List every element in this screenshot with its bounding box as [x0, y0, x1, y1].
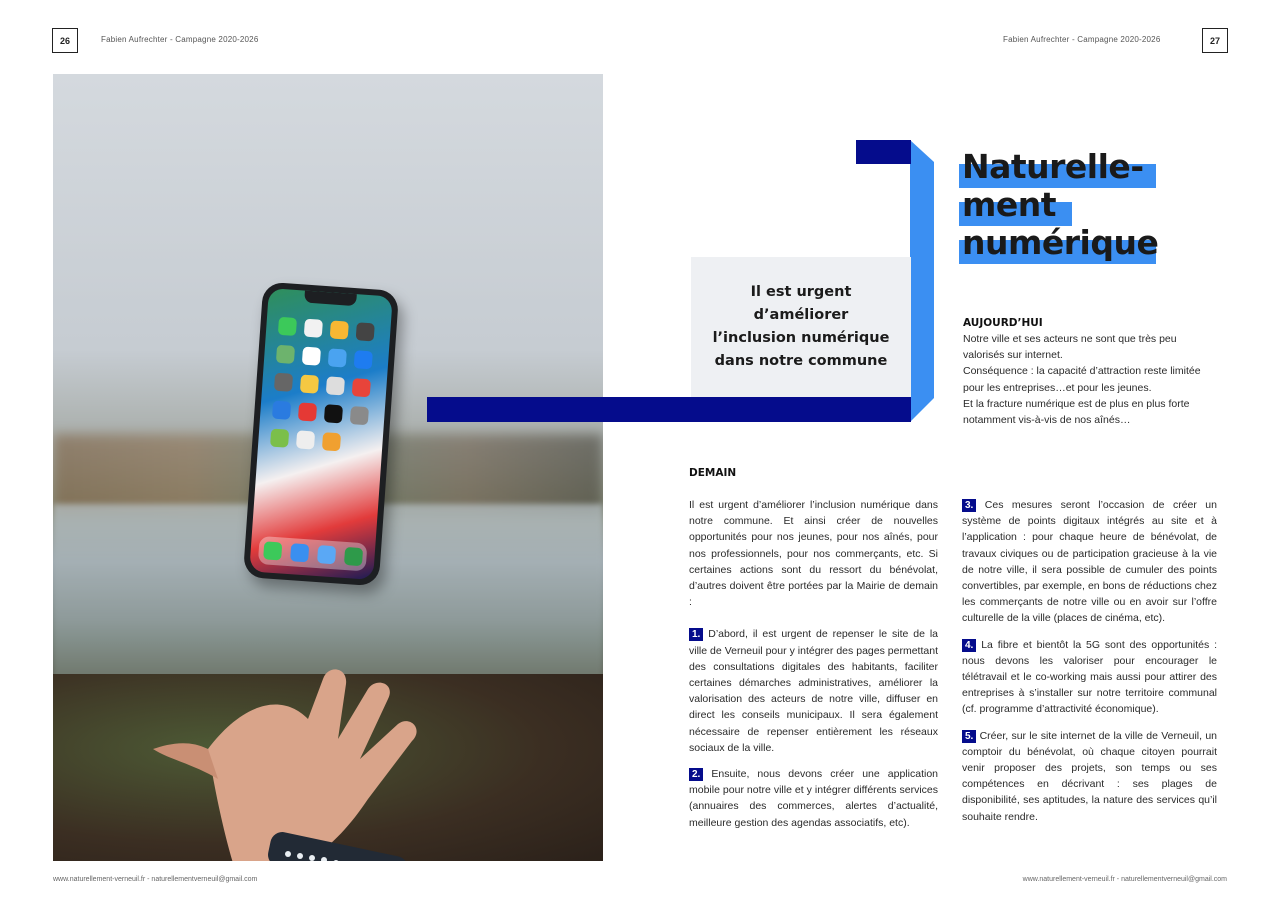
quote-box: [691, 257, 911, 397]
title-line-3: numérique: [962, 223, 1159, 262]
tomorrow-heading: DEMAIN: [689, 467, 737, 479]
today-text: [963, 331, 1218, 428]
today-paragraph-3: Et la fracture numérique est de plus en plus forte notamment vis-à-vis de nos aînés…: [963, 397, 1190, 427]
tomorrow-intro: Il est urgent d’améliorer l’inclusion numérique dans notre commune. Et ainsi créer de nouvelles opportunités pour nos jeunes, pour nos aînés, pour nos professionnels, pour nos commerçants, etc. Si certaines actions sont du ressort du bénévolat, d’autres doivent être portées par la Mairie de demain :: [689, 499, 938, 609]
left-footer: www.naturellement-verneuil.fr - naturellementverneuil@gmail.com: [53, 876, 258, 883]
tomorrow-column-left: [689, 497, 938, 831]
title-line-2: ment: [962, 185, 1057, 224]
phone-hand-photo: [53, 74, 603, 861]
quote-text: Il est urgent d’améliorer l’inclusion numérique dans notre commune: [712, 284, 890, 369]
list-item: 2. Ensuite, nous devons créer une application mobile pour notre ville et y intégrer différents services (annuaires des commerces, alertes d’actualité, meilleure gestion des agendas associatifs, etc).: [689, 768, 938, 829]
page-title: [962, 148, 1158, 262]
list-item: 1. D’abord, il est urgent de repenser le site de la ville de Verneuil pour y intégrer des pages permettant des consultations digitales des habitants, faciliter certaines démarches administratives, améliorer la valorisation des acteurs de notre ville, diffuser en direct les conseils municipaux. Il sera également nécessaire de repenser entièrement les réseaux sociaux de la ville.: [689, 628, 938, 754]
right-page-number: 27: [1202, 28, 1228, 53]
list-item: 4. La fibre et bientôt la 5G sont des opportunités : nous devons les valoriser pour encourager le télétravail et le co-working mais aussi pour attirer des entreprises à s’installer sur notre territoire communal (cf. programme d’attractivité économique).: [962, 638, 1217, 716]
hand-illustration: [148, 649, 478, 861]
left-page-number: 26: [52, 28, 78, 53]
today-paragraph-2: Conséquence : la capacité d’attraction reste limitée pour les entreprises…et pour les jeunes.: [963, 365, 1201, 394]
today-paragraph-1: Notre ville et ses acteurs ne sont que très peu valorisés sur internet.: [963, 333, 1177, 362]
title-line-1: Naturelle-: [962, 147, 1144, 186]
left-header-title: Fabien Aufrechter - Campagne 2020-2026: [101, 35, 259, 44]
smartphone-image: [243, 282, 399, 587]
today-heading: AUJOURD’HUI: [963, 317, 1043, 329]
right-footer: www.naturellement-verneuil.fr - naturellementverneuil@gmail.com: [1022, 876, 1227, 883]
right-header-title: Fabien Aufrechter - Campagne 2020-2026: [1003, 35, 1161, 44]
dark-blue-block: [856, 140, 911, 164]
list-item: 3. Ces mesures seront l’occasion de créer un système de points digitaux intégrés au site et à l’application : pour chaque heure de bénévolat, de travaux civiques ou de participation gracieuse à la vie de notre ville, il sera possible de cumuler des points convertibles, par exemple, en bons de réductions chez les commerçants de notre ville ou en avoir sur l’offre culturelle de la ville (places de cinéma, etc).: [962, 499, 1217, 625]
list-item: 5. Créer, sur le site internet de la ville de Verneuil, un comptoir du bénévolat, où chaque citoyen pourrait venir proposer des projets, son temps ou ses compétences en décrivant : ses plages de disponibilité, ses aptitudes, la nature des services qu’il souhaite rendre.: [962, 729, 1217, 823]
dark-blue-bar: [427, 397, 911, 422]
tomorrow-column-right: [962, 497, 1217, 825]
